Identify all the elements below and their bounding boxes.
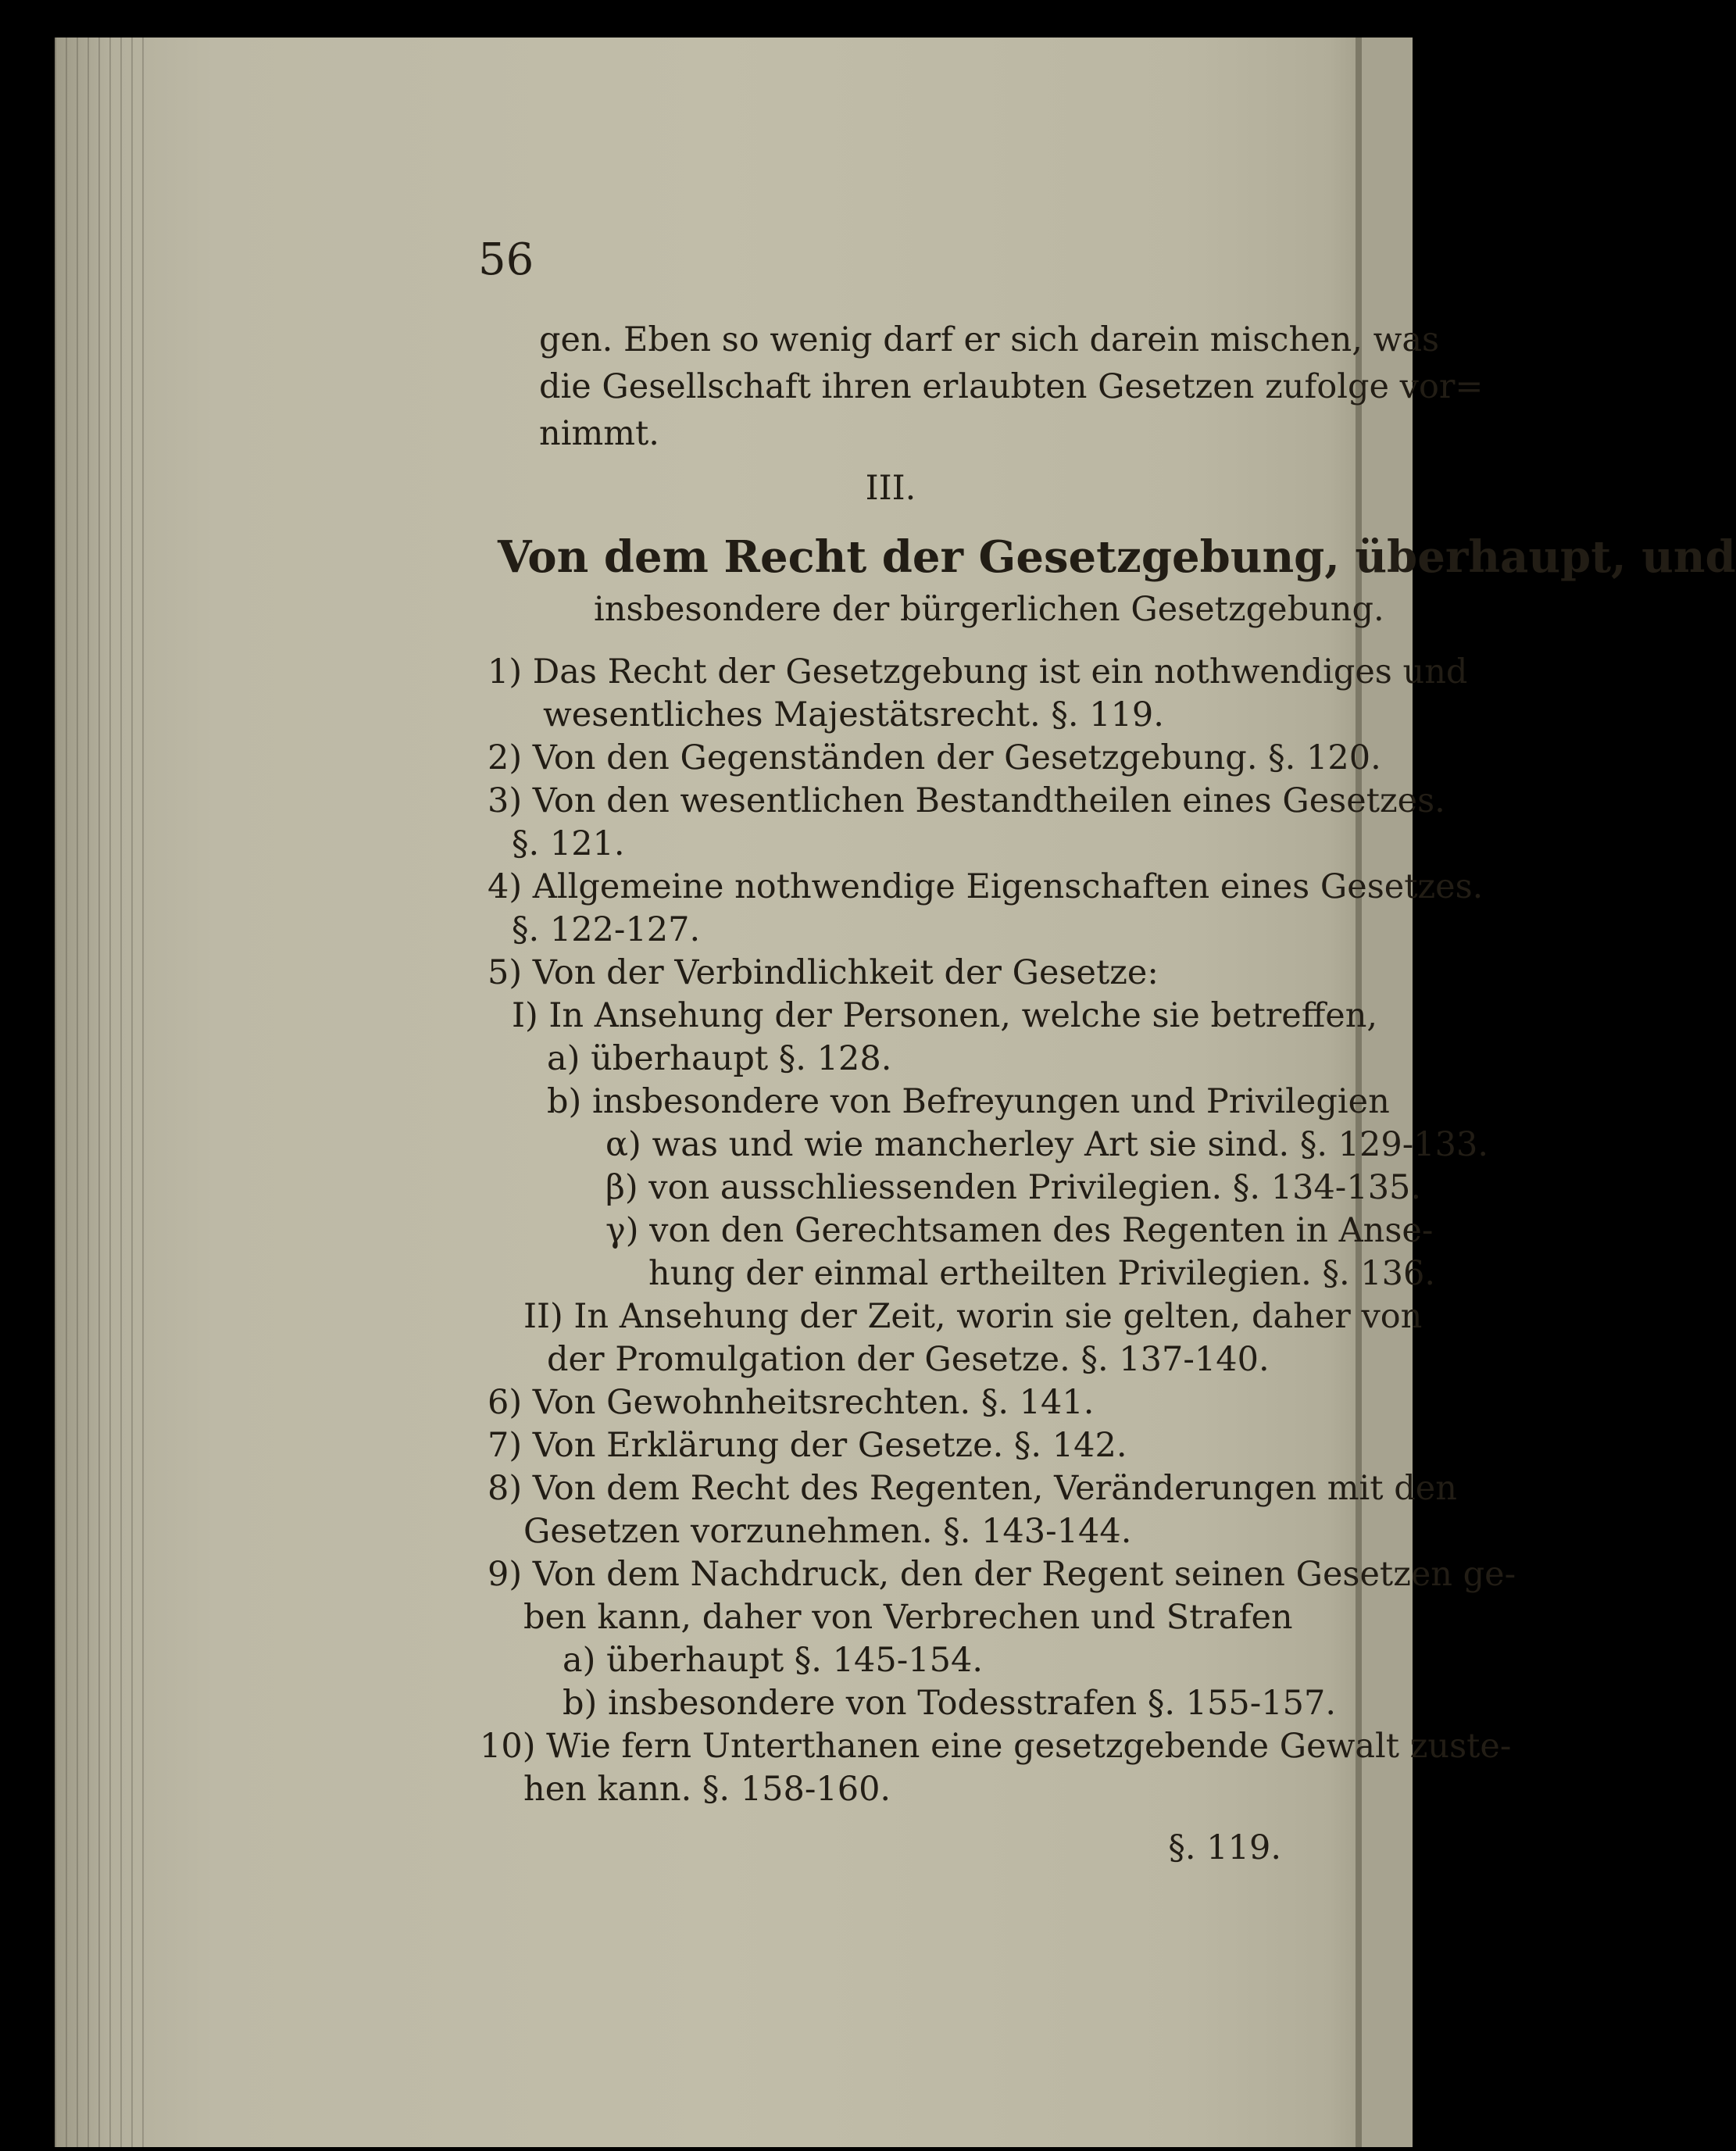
contents-line-1: 1) Das Recht der Gesetzgebung ist ein nothwendiges und bbox=[488, 652, 1468, 691]
contents-line-11: b) insbesondere von Befreyungen und Privilegien bbox=[547, 1082, 1390, 1121]
contents-line-5: §. 121. bbox=[512, 824, 625, 863]
section-heading-line-1: Von dem Recht der Gesetzgebung, überhaupt, und bbox=[498, 531, 1736, 583]
contents-line-8: 5) Von der Verbindlichkeit der Gesetze: bbox=[488, 953, 1159, 992]
contents-line-2: wesentliches Majestätsrecht. §. 119. bbox=[543, 695, 1164, 734]
contents-line-27: hen kann. §. 158-160. bbox=[523, 1770, 891, 1809]
contents-line-12: α) was und wie mancherley Art sie sind. §. 129-133. bbox=[605, 1125, 1489, 1164]
intro-line-1: gen. Eben so wenig darf er sich darein mischen, was bbox=[539, 320, 1440, 359]
contents-line-10: a) überhaupt §. 128. bbox=[547, 1039, 892, 1078]
contents-line-22: 9) Von dem Nachdruck, den der Regent seinen Gesetzen ge- bbox=[488, 1555, 1516, 1594]
contents-line-19: 7) Von Erklärung der Gesetze. §. 142. bbox=[488, 1426, 1127, 1465]
contents-line-15: hung der einmal ertheilten Privilegien. §. 136. bbox=[648, 1254, 1436, 1293]
section-number: III. bbox=[865, 469, 916, 508]
contents-line-23: ben kann, daher von Verbrechen und Strafen bbox=[523, 1598, 1293, 1637]
contents-line-6: 4) Allgemeine nothwendige Eigenschaften eines Gesetzes. bbox=[488, 867, 1484, 906]
contents-line-3: 2) Von den Gegenständen der Gesetzgebung. §. 120. bbox=[488, 738, 1381, 777]
intro-line-2: die Gesellschaft ihren erlaubten Gesetzen zufolge vor= bbox=[539, 367, 1484, 406]
page-number: 56 bbox=[478, 234, 534, 285]
contents-line-18: 6) Von Gewohnheitsrechten. §. 141. bbox=[488, 1383, 1095, 1422]
contents-line-14: γ) von den Gerechtsamen des Regenten in Anse- bbox=[605, 1211, 1434, 1250]
contents-line-24: a) überhaupt §. 145-154. bbox=[563, 1641, 983, 1680]
contents-line-26: 10) Wie fern Unterthanen eine gesetzgebende Gewalt zuste- bbox=[480, 1727, 1512, 1766]
page-edges bbox=[55, 38, 148, 2147]
contents-line-20: 8) Von dem Recht des Regenten, Veränderungen mit den bbox=[488, 1469, 1457, 1508]
catchword: §. 119. bbox=[1168, 1828, 1281, 1867]
section-heading-line-2: insbesondere der bürgerlichen Gesetzgebung. bbox=[594, 590, 1384, 629]
contents-line-7: §. 122-127. bbox=[512, 910, 701, 949]
contents-line-16: II) In Ansehung der Zeit, worin sie gelten, daher von bbox=[523, 1297, 1423, 1336]
intro-line-3: nimmt. bbox=[539, 414, 659, 453]
contents-line-13: β) von ausschliessenden Privilegien. §. 134-135. bbox=[605, 1168, 1422, 1207]
contents-line-17: der Promulgation der Gesetze. §. 137-140. bbox=[547, 1340, 1270, 1379]
contents-line-9: I) In Ansehung der Personen, welche sie betreffen, bbox=[512, 996, 1378, 1035]
contents-line-4: 3) Von den wesentlichen Bestandtheilen eines Gesetzes. bbox=[488, 781, 1445, 820]
contents-line-25: b) insbesondere von Todesstrafen §. 155-157. bbox=[563, 1684, 1337, 1723]
contents-line-21: Gesetzen vorzunehmen. §. 143-144. bbox=[523, 1512, 1132, 1551]
